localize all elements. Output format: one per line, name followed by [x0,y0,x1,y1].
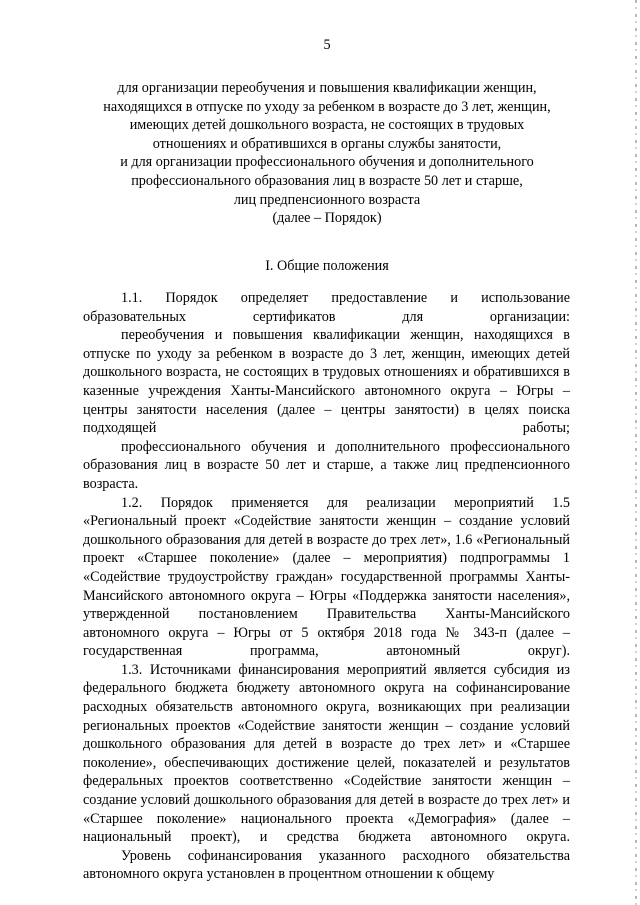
paragraph: Уровень софинансирования указанного расходного обязательства автономного округа установлен в процентном отношении к общему [83,847,570,883]
scan-edge-artifact [635,0,637,905]
section-heading: I. Общие положения [265,258,389,274]
paragraph: 1.2. Порядок применяется для реализации мероприятий 1.5 «Региональный проект «Содействие занятости женщин – создание условий дошкольного образования для детей в возрасте до трех лет», 1.6 «Региональный проект «Старшее поколение» (далее – мероприятия) подпрограммы 1 «Содействие трудоустройству граждан» государственной программы Ханты-Мансийского автономного округа – Югры «Поддержка занятости населения», утвержденной постановлением Правительства Ханты-Мансийского автономного округа – Югры от 5 октября 2018 года № 343-п (далее – государственная программа, автономный округ). [83,494,570,660]
page-number: 5 [323,37,331,53]
title-line: отношениях и обратившихся в органы службы занятости, [152,135,502,152]
document-body [83,289,570,884]
paragraph: переобучения и повышения квалификации женщин, находящихся в отпуске по уходу за ребенком в возрасте до 3 лет, женщин, имеющих детей дошкольного возраста, не состоящих в трудовых отношениях и обратившихся в казенные учреждения Ханты-Мансийского автономного округа – Югры – центры занятости населения (далее – центры занятости) в целях поиска подходящей работы; [83,327,570,437]
title-line: (далее – Порядок) [272,210,382,227]
title-line: имеющих детей дошкольного возраста, не состоящих в трудовых [129,117,525,134]
paragraph: 1.1. Порядок определяет предоставление и использование образовательных сертификатов для организации: [83,290,570,325]
title-line: лиц предпенсионного возраста [233,191,421,208]
title-line: профессионального образования лиц в возрасте 50 лет и старше, [131,172,523,189]
paragraph: профессионального обучения и дополнительного профессионального образования лиц в возрасте 50 лет и старше, а также лиц предпенсионного возраста. [83,438,570,492]
title-line: находящихся в отпуске по уходу за ребенком в возрасте до 3 лет, женщин, [103,98,551,115]
paragraph: 1.3. Источниками финансирования мероприятий является субсидия из федерального бюджета бюджету автономного округа на софинансирование расходных обязательств автономного округа, возникающих при реализации региональных проектов «Содействие занятости женщин – создание условий дошкольного образования для детей в возрасте до трех лет» и «Старшее поколение», обеспечивающих достижение целей, показателей и результатов федеральных проектов соответственно «Содействие занятости женщин – создание условий дошкольного образования для детей в возрасте до трех лет» и «Старшее поколение» национального проекта «Демография» (далее – национальный проект), и средства бюджета автономного округа. [83,661,570,846]
document-title [80,79,574,228]
title-line: и для организации профессионального обучения и дополнительного [120,154,534,171]
title-line: для организации переобучения и повышения квалификации женщин, [117,80,537,96]
